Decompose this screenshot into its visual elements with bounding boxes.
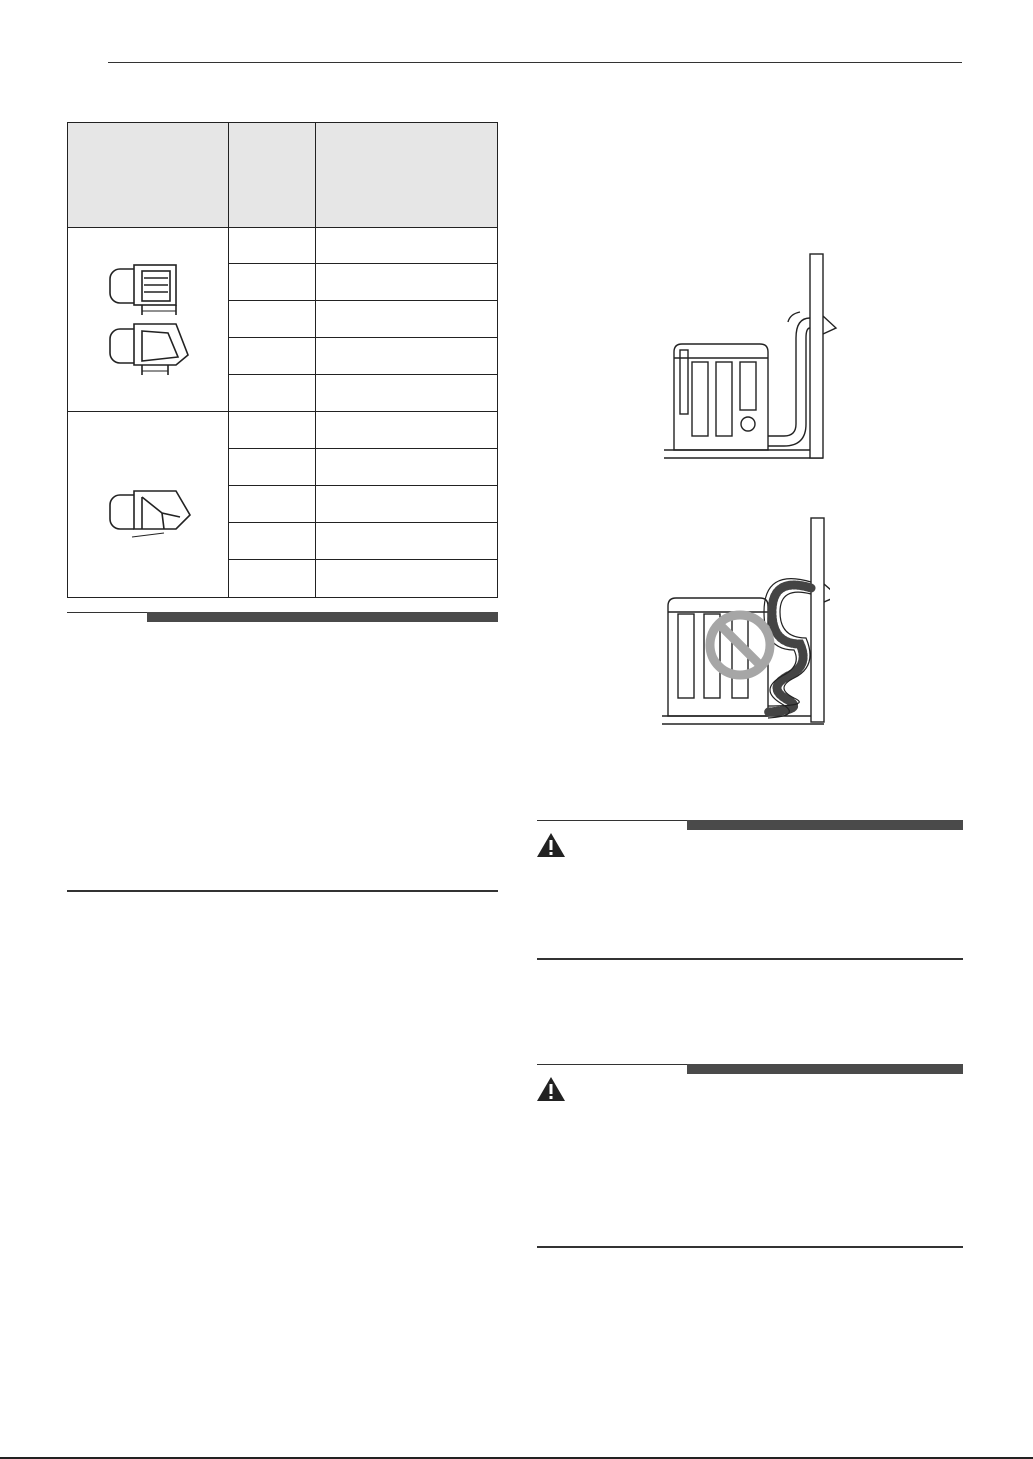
rigid-duct-installation-diagram (660, 252, 850, 464)
warning-triangle-icon (536, 1076, 566, 1102)
vent-hood-table (67, 122, 498, 598)
page-header-rule (108, 62, 962, 63)
warning-triangle-icon (536, 832, 566, 858)
table-header-row (68, 123, 497, 228)
section-divider (537, 958, 963, 960)
louvered-and-box-vent-hood-icon (106, 261, 196, 379)
section-divider (67, 890, 498, 892)
angled-vent-hood-icon (106, 485, 196, 549)
warning-heading-bar (537, 820, 963, 830)
warning-heading-bar (537, 1064, 963, 1074)
flexible-foil-duct-installation-diagram (660, 516, 830, 730)
section-heading-bar (67, 612, 498, 622)
section-divider (537, 1246, 963, 1248)
